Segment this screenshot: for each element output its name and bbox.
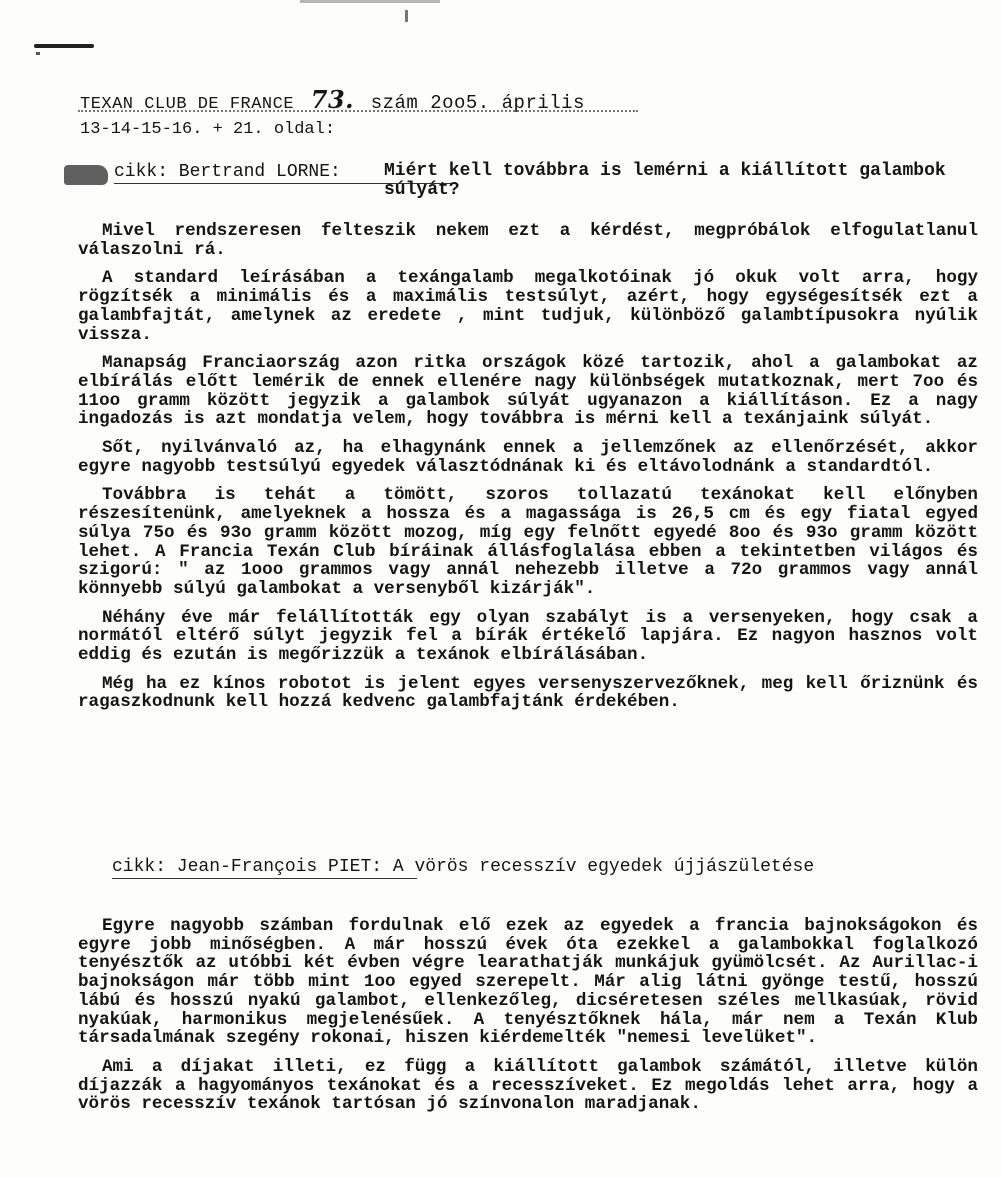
paragraph: A standard leírásában a texángalamb megalkotóinak jó okuk volt arra, hogy rögzítsék a minimális és a maximális testsúlyt, azért, hogy egységesítsék ezt a galambfajtát, amelynek az eredete , mint tudjuk, különböző galambtípusokra nyúlik vissza. bbox=[78, 268, 978, 345]
article2-title: A vörös recesszív egyedek újjászületése bbox=[392, 857, 815, 877]
scan-mark bbox=[300, 0, 440, 3]
paragraph: Ami a díjakat illeti, ez függ a kiállított galambok számától, illetve külön díjazzák a hagyományos texánokat és a recesszíveket. Ez megoldás lehet arra, hogy a vörös recesszív texánok tartósan jó színvonalon maradjanak. bbox=[78, 1056, 978, 1115]
article1-title: Miért kell továbbra is lemérni a kiállított galambok súlyát? bbox=[384, 161, 946, 200]
scan-speck bbox=[405, 10, 408, 22]
article2-lead: cikk: Jean-François PIET: bbox=[112, 857, 383, 877]
corner-mark bbox=[34, 44, 94, 48]
issue-number: 73. bbox=[310, 85, 355, 114]
article2-heading bbox=[112, 857, 814, 877]
ink-smudge bbox=[64, 165, 108, 185]
page-reference: 13-14-15-16. + 21. oldal: bbox=[80, 120, 336, 139]
article1-lead: cikk: Bertrand LORNE: bbox=[114, 162, 341, 182]
article2-body bbox=[78, 917, 978, 1124]
publication-name: TEXAN CLUB DE FRANCE bbox=[80, 95, 295, 114]
article1-body bbox=[78, 222, 978, 722]
article2-underline bbox=[112, 878, 417, 879]
corner-dot bbox=[36, 52, 40, 55]
paragraph: Mivel rendszeresen felteszik nekem ezt a kérdést, megpróbálok elfogulatlanul válaszolni rá. bbox=[78, 221, 978, 260]
paragraph: Egyre nagyobb számban fordulnak elő ezek az egyedek a francia bajnokságokon és egyre jobb minőségben. A már hosszú évek óta ezekkel a galambokkal foglalkozó tenyésztők az utóbbi két évben végre learathatják munkájuk gyümölcsét. Az Aurillac-i bajnokságon már több mint 1oo egyed szerepelt. Már alig látni gyönge testű, hosszú lábú és hosszú nyakú galambot, ellenkezőleg, dicséretesen széles mellkasúak, rövid nyakúak, harmonikus megjelenésűek. A tenyésztőknek hála, már nem a Texán Klub társadalmának szegény rokonai, hiszen kiérdemelték "nemesi levelüket". bbox=[78, 916, 978, 1049]
issue-date: szám 2oo5. április bbox=[370, 92, 585, 114]
header-rule bbox=[78, 110, 638, 113]
paragraph: Manapság Franciaország azon ritka országok közé tartozik, ahol a galambokat az elbírálás előtt lemérik de ennek ellenére nagy különbségek mutatkoznak, mert 7oo és 11oo gramm között jegyzik a galambok súlyát ugyanazon a kiállításon. Ez a nagy ingadozás is azt mondatja velem, hogy továbbra is mérni kell a texánjaink súlyát. bbox=[78, 353, 978, 430]
paragraph: Továbbra is tehát a tömött, szoros tollazatú texánokat kell előnyben részesítenünk, amelyeknek a hossza és a magassága is 26,5 cm és egy fiatal egyed súlya 75o és 93o gramm között mozog, míg egy felnőtt egyedé 8oo és 93o gramm között lehet. A Francia Texán Club bíráinak állásfoglalása ebben a tekintetben világos és szigorú: " az 1ooo grammos vagy annál nehezebb illetve a 72o grammos vagy annál könnyebb súlyú galambokat a versenyből kizárják". bbox=[78, 485, 978, 599]
paragraph: Sőt, nyilvánvaló az, ha elhagynánk ennek a jellemzőnek az ellenőrzését, akkor egyre nagyobb testsúlyú egyedek választódnának ki és eltávolodnánk a standardtól. bbox=[78, 438, 978, 477]
paragraph: Néhány éve már felállították egy olyan szabályt is a versenyeken, hogy csak a normától eltérő súlyt jegyzik fel a bírák értékelő lapjára. Ez nagyon hasznos volt eddig és ezután is megőrizzük a texánok elbírálásában. bbox=[78, 607, 978, 666]
paragraph: Még ha ez kínos robotot is jelent egyes versenyszervezőknek, meg kell őriznünk és ragaszkodnunk kell hozzá kedvenc galambfajtánk érdekében. bbox=[78, 673, 978, 713]
